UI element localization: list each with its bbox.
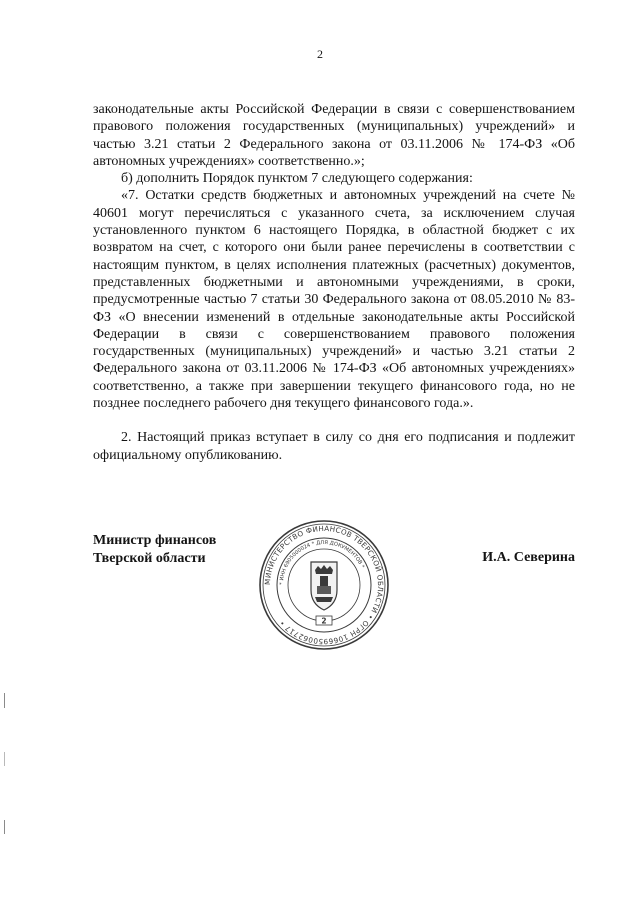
signer-title-line1: Министр финансов [93, 533, 217, 548]
seal-number: 2 [321, 616, 327, 626]
official-seal-icon [257, 518, 391, 652]
scan-margin-mark [4, 752, 5, 766]
signer-title-line2: Тверской области [93, 550, 206, 566]
document-body [93, 101, 575, 464]
signer-name: И.А. Северина [482, 550, 575, 565]
signer-title [93, 532, 216, 567]
scan-margin-mark [4, 820, 5, 834]
seal-outer-text: МИНИСТЕРСТВО ФИНАНСОВ ТВЕРСКОЙ ОБЛАСТИ • ОГРН 1066950062717 • [262, 523, 386, 647]
paragraph-effective-date: 2. Настоящий приказ вступает в силу со дня его подписания и подлежит официальному опубликованию. [93, 430, 575, 463]
page-number: 2 [317, 47, 323, 61]
paragraph-amendment-b: б) дополнить Порядок пунктом 7 следующего содержания: [121, 171, 473, 187]
coat-of-arms-icon [311, 562, 337, 610]
paragraph-clause-7: «7. Остатки средств бюджетных и автономных учреждений на счете № 40601 могут перечисляться с указанного счета, за исключением случая установленного пунктом 6 настоящего Порядка, в областной бюджет с их возвратом на счет, с которого они были ранее перечислены в соответствии с настоящим пунктом, в целях исполнения платежных (расчетных) документов, представленных бюджетными и автономными учреждениями, в сроки, предусмотренные частью 7 статьи 30 Федерального закона от 08.05.2010 № 83-ФЗ «О внесении изменений в отдельные законодательные акты Российской Федерации в связи с совершенствованием правового положения государственных (муниципальных) учреждений» и частью 3.21 статьи 2 Федерального закона от 03.11.2006 № 174-ФЗ «Об автономных учреждениях» соответственно, а также при завершении текущего финансового года, но не позднее последнего рабочего дня текущего финансового года.». [93, 188, 575, 412]
seal-inner-text: * ИНН 6905000024 * ДЛЯ ДОКУМЕНТОВ * [278, 539, 366, 586]
paragraph-continuation: законодательные акты Российской Федерации в связи с совершенствованием правового положения государственных (муниципальных) учреждений» и частью 3.21 статьи 2 Федерального закона от 03.11.2006 № 174-ФЗ «Об автономных учреждениях» соответственно.»; [93, 102, 575, 169]
scan-margin-mark [4, 693, 5, 708]
